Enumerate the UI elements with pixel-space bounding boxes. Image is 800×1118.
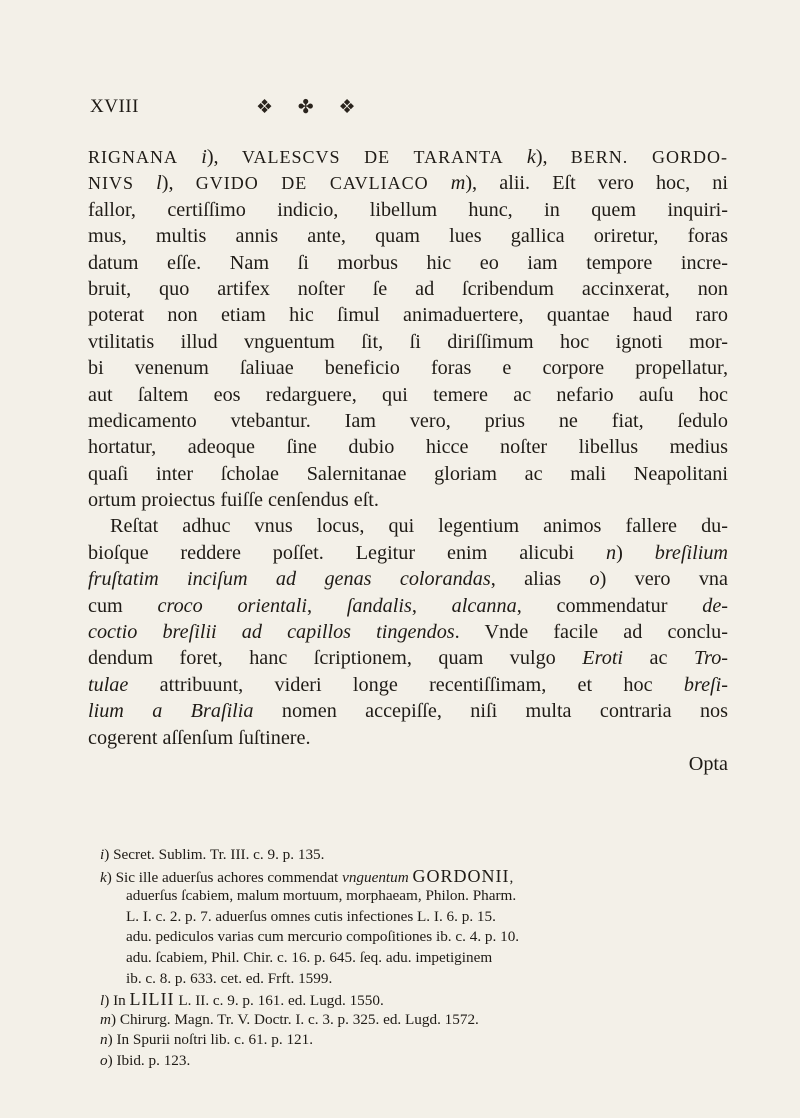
- text-line: datum eſſe. Nam ſi morbus hic eo iam tempore incre-: [88, 251, 728, 274]
- footnote-n: n) In Spurii noſtri lib. c. 61. p. 121.: [100, 1031, 314, 1049]
- text-line: fruſtatim inciſum ad genas colorandas, alias o) vero vna: [88, 568, 728, 591]
- text-line: poterat non etiam hic ſimul animaduertere, quantae haud raro: [88, 304, 728, 327]
- text-line: lium a Braſilia nomen accepiſſe, niſi multa contraria nos: [88, 700, 728, 723]
- footnote-i: i) Secret. Sublim. Tr. III. c. 9. p. 135.: [100, 846, 325, 863]
- text-line: coctio breſilii ad capillos tingendos. Vnde facile ad conclu-: [88, 621, 728, 644]
- text-line: aut ſaltem eos redarguere, qui temere ac nefario auſu hoc: [88, 383, 728, 406]
- footnote-continuation: adu. ſcabiem, Phil. Chir. c. 16. p. 645. ſeq. adu. impetiginem: [126, 948, 493, 966]
- text-line: bioſque reddere poſſet. Legitur enim alicubi n) breſilium: [88, 541, 728, 564]
- footnote-m: m) Chirurg. Magn. Tr. V. Doctr. I. c. 3. p. 325. ed. Lugd. 1572.: [100, 1010, 479, 1028]
- text-line: cum croco orientali, ſandalis, alcanna, commendatur de-: [88, 594, 728, 617]
- footnote-continuation: L. I. c. 2. p. 7. aduerſus omnes cutis infectiones L. I. 6. p. 15.: [126, 907, 496, 925]
- text-line: RIGNANA i), VALESCVS DE TARANTA k), BERN. GORDO-: [88, 146, 728, 168]
- text-line: quaſi inter ſcholae Salernitanae gloriam ac mali Neapolitani: [88, 462, 728, 485]
- footnote-continuation: ib. c. 8. p. 633. cet. ed. Frft. 1599.: [126, 969, 333, 987]
- text-line: NIVS l), GVIDO DE CAVLIACO m), alii. Eſt vero hoc, ni: [88, 172, 728, 195]
- page-header: [90, 96, 730, 124]
- page-number: XVIII: [90, 96, 139, 117]
- text-line: mus, multis annis ante, quam lues gallica oriretur, foras: [88, 225, 728, 248]
- text-line: vtilitatis illud vnguentum ſit, ſi diriſſimum hoc ignoti mor-: [88, 330, 728, 353]
- footnote-o: o) Ibid. p. 123.: [100, 1051, 191, 1069]
- footnote-continuation: adu. pediculos varias cum mercurio compoſitiones ib. c. 4. p. 10.: [126, 928, 520, 946]
- text-line: hortatur, adeoque ſine dubio hicce noſter libellus medius: [88, 436, 728, 459]
- header-ornament-icon: ❖ ✤ ❖: [256, 97, 366, 118]
- text-line: cogerent aſſenſum ſuſtinere.: [88, 726, 311, 749]
- footnote-k: k) Sic ille aduerſus achores commendat vnguentum GORDONII,: [100, 865, 514, 886]
- text-line: medicamento vtebantur. Iam vero, prius ne fiat, ſedulo: [88, 409, 728, 432]
- text-line: ortum proiectus fuiſſe cenſendus eſt.: [88, 489, 379, 512]
- text-line: bruit, quo artifex noſter ſe ad ſcribendum accinxerat, non: [88, 277, 728, 300]
- footnotes: [100, 845, 726, 1072]
- footnote-continuation: aduerſus ſcabiem, malum mortuum, morphaeam, Philon. Pharm.: [126, 887, 517, 905]
- text-line: fallor, certiſſimo indicio, libellum hunc, in quem inquiri-: [88, 198, 728, 221]
- text-line: Reſtat adhuc vnus locus, qui legentium animos fallere du-: [110, 515, 728, 538]
- catchword: Opta: [688, 752, 728, 775]
- text-line: dendum foret, hanc ſcriptionem, quam vulgo Eroti ac Tro-: [88, 647, 728, 670]
- text-line: tulae attribuunt, videri longe recentiſſimam, et hoc breſi-: [88, 673, 728, 696]
- main-text: [88, 144, 728, 777]
- text-line: bi venenum ſaliuae beneficio foras e corpore propellatur,: [88, 357, 728, 380]
- footnote-l: l) In LILII L. II. c. 9. p. 161. ed. Lugd. 1550.: [100, 989, 384, 1010]
